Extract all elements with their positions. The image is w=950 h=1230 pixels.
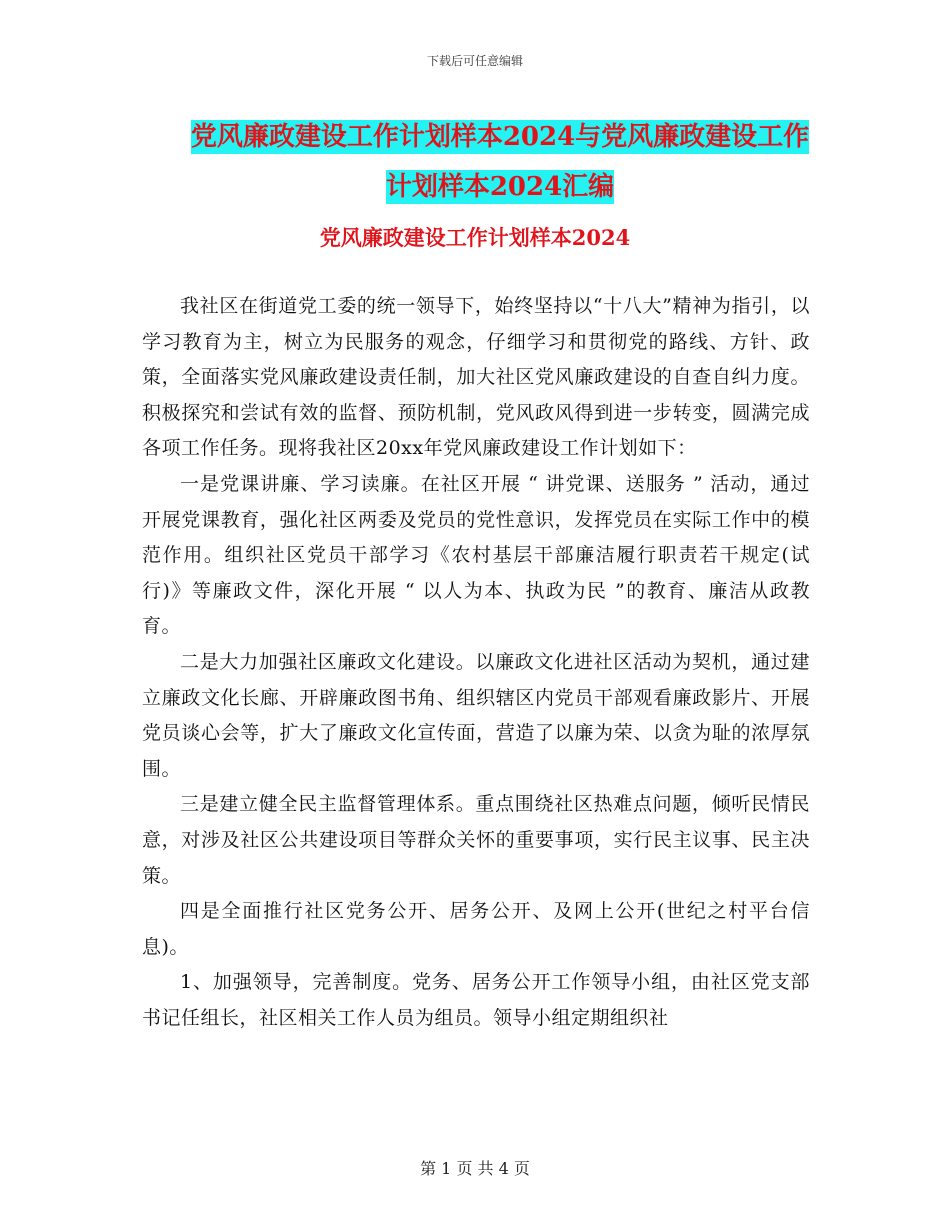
header-note: 下载后可任意编辑	[426, 54, 523, 68]
page-footer: 第 1 页 共 4 页	[420, 1159, 530, 1178]
section-title: 党风廉政建设工作计划样本2024	[319, 225, 631, 250]
paragraph: 我社区在街道党工委的统一领导下，始终坚持以“十八大”精神为指引，以学习教育为主，树立为民服务的观念，仔细学习和贯彻党的路线、方针、政策，全面落实党风廉政建设责任制，加大社区党风廉政建设的自查自纠力度。积极探究和尝试有效的监督、预防机制，党风政风得到进一步转变，圆满完成各项工作任务。现将我社区20xx年党风廉政建设工作计划如下：	[142, 295, 810, 460]
paragraph: 1、加强领导，完善制度。党务、居务公开工作领导小组，由社区党支部书记任组长，社区相关工作人员为组员。领导小组定期组织社	[142, 971, 810, 1029]
paragraph: 一是党课讲廉、学习读廉。在社区开展 “ 讲党课、送服务 ” 活动，通过开展党课教育，强化社区两委及党员的党性意识，发挥党员在实际工作中的模范作用。组织社区党员干部学习《农村基层干部廉洁履行职责若干规定(试行)》等廉政文件，深化开展 “ 以人为本、执政为民 ”的教育、廉洁从政教育。	[142, 472, 810, 638]
body-text	[142, 289, 810, 1036]
paragraph: 三是建立健全民主监督管理体系。重点围绕社区热难点问题，倾听民情民意，对涉及社区公共建设项目等群众关怀的重要事项，实行民主议事、民主决策。	[142, 793, 810, 887]
paragraph: 二是大力加强社区廉政文化建设。以廉政文化进社区活动为契机，通过建立廉政文化长廊、开辟廉政图书角、组织辖区内党员干部观看廉政影片、开展党员谈心会等，扩大了廉政文化宣传面，营造了以廉为荣、以贪为耻的浓厚氛围。	[142, 650, 810, 780]
document-title	[140, 112, 860, 212]
document-title-line-2: 计划样本2024汇编	[385, 172, 615, 202]
paragraph: 四是全面推行社区党务公开、居务公开、及网上公开(世纪之村平台信息)。	[142, 900, 810, 958]
document-title-line-1: 党风廉政建设工作计划样本2024与党风廉政建设工作	[190, 122, 810, 152]
